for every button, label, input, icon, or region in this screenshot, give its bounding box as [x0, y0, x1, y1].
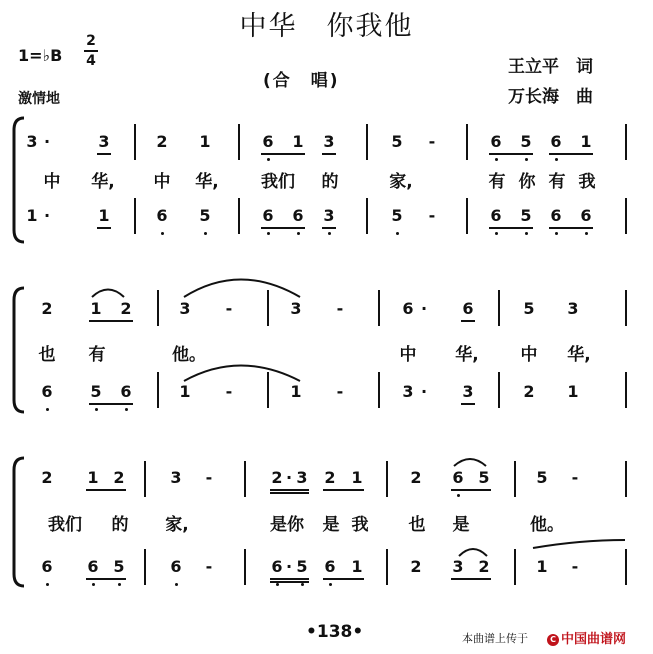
augmentation-dot: · [420, 382, 428, 401]
subtitle: (合 唱) [263, 71, 340, 91]
note: 6 [451, 469, 465, 487]
note: 5 [519, 133, 533, 151]
lyric: 家, [165, 515, 189, 535]
note: 1 [199, 132, 211, 151]
lyric: 中 [520, 345, 538, 365]
note: 1 [351, 557, 363, 576]
dash: - [336, 299, 344, 318]
note: 2 [410, 468, 422, 487]
note: 3 [452, 557, 464, 576]
note: 6 [489, 207, 503, 225]
lyric: 我们 [48, 515, 82, 535]
note: 2 [410, 557, 422, 576]
lyric: 有 [488, 172, 506, 192]
note: 3 [402, 382, 414, 401]
lyric: 中 [399, 345, 417, 365]
lyric: 有 [548, 172, 566, 192]
note: 1 [292, 132, 304, 151]
note: 6 [462, 299, 474, 318]
logo-icon: C [547, 634, 559, 646]
composer-credit: 万长海 曲 [508, 87, 593, 107]
lyric: 也 [38, 345, 56, 365]
lyric: 是你 [270, 515, 304, 535]
note: 6 [291, 207, 305, 225]
lyric: 是 [322, 515, 340, 535]
note: 5 [523, 299, 535, 318]
lyric: 中 [153, 172, 171, 192]
note: 2 [113, 468, 125, 487]
note: 6 [549, 133, 563, 151]
note: 1 [290, 382, 302, 401]
note: 1 [26, 206, 38, 225]
augmentation-dot: · [285, 557, 293, 576]
note: 1 [351, 468, 363, 487]
note: 6 [155, 207, 169, 225]
note: 6 [119, 383, 133, 401]
note: 1 [87, 468, 99, 487]
note: 3 [323, 132, 335, 151]
logo-text: 中国曲谱网 [561, 632, 627, 647]
note: 3 [179, 299, 191, 318]
tie [184, 280, 300, 298]
lyric: 家, [389, 172, 413, 192]
page-number: •138• [306, 622, 364, 642]
note: 3 [462, 382, 474, 401]
lyric: 华, [195, 172, 219, 192]
lyric: 有 [88, 345, 106, 365]
note: 2 [523, 382, 535, 401]
note: 6 [270, 558, 284, 576]
augmentation-dot: · [43, 206, 51, 225]
dash: - [205, 468, 213, 487]
meter-bottom: 4 [86, 53, 96, 69]
note: 1 [567, 382, 579, 401]
lyric: 我们 [261, 172, 295, 192]
note: 3 [98, 132, 110, 151]
note: 3 [26, 132, 38, 151]
note: 3 [296, 468, 308, 487]
lyric: 中 [43, 172, 61, 192]
note: 2 [478, 557, 490, 576]
augmentation-dot: · [43, 132, 51, 151]
note: 2 [271, 468, 283, 487]
augmentation-dot: · [285, 468, 293, 487]
note: 5 [519, 207, 533, 225]
dash: - [336, 382, 344, 401]
meter-top: 2 [86, 33, 96, 49]
note: 1 [179, 382, 191, 401]
upload-note: 本曲谱上传于 [462, 632, 528, 645]
key-signature: 1=♭B [18, 46, 63, 65]
dash: - [571, 468, 579, 487]
note: 5 [390, 207, 404, 225]
slur [92, 290, 124, 298]
note: 2 [41, 299, 53, 318]
note: 1 [580, 132, 592, 151]
lyricist-credit: 王立平 词 [508, 57, 593, 77]
tempo-marking: 激情地 [18, 91, 60, 107]
note: 5 [112, 558, 126, 576]
note: 2 [156, 132, 168, 151]
tie [184, 366, 300, 382]
lyric: 的 [321, 172, 339, 192]
dash: - [428, 206, 436, 225]
note: 2 [120, 299, 132, 318]
note: 3 [170, 468, 182, 487]
lyric: 华, [91, 172, 115, 192]
note: 6 [86, 558, 100, 576]
note: 6 [402, 299, 414, 318]
note: 1 [98, 206, 110, 225]
note: 1 [90, 299, 102, 318]
note: 5 [391, 132, 403, 151]
lyric: 也 [408, 515, 426, 535]
note: 6 [169, 558, 183, 576]
note: 1 [536, 557, 548, 576]
note: 6 [579, 207, 593, 225]
note: 2 [41, 468, 53, 487]
lyric: 他。 [172, 345, 206, 365]
lyric: 华, [455, 345, 479, 365]
note: 3 [322, 207, 336, 225]
note: 6 [323, 558, 337, 576]
note: 2 [324, 468, 336, 487]
note: 6 [489, 133, 503, 151]
lyric: 是 [452, 515, 470, 535]
note: 5 [89, 383, 103, 401]
note: 6 [261, 207, 275, 225]
slur [459, 549, 487, 556]
note: 6 [261, 133, 275, 151]
tie-continuation [533, 540, 625, 548]
note: 3 [567, 299, 579, 318]
note: 6 [40, 558, 54, 576]
note: 6 [40, 383, 54, 401]
lyric: 的 [111, 515, 129, 535]
note: 5 [198, 207, 212, 225]
note: 6 [549, 207, 563, 225]
dash: - [205, 557, 213, 576]
dash: - [225, 382, 233, 401]
lyric: 我 [351, 515, 369, 535]
lyric: 他。 [530, 515, 564, 535]
note: 5 [536, 468, 548, 487]
song-title: 中华 你我他 [239, 11, 414, 42]
slur [454, 459, 486, 466]
augmentation-dot: · [420, 299, 428, 318]
note: 5 [295, 558, 309, 576]
lyric: 我 [578, 172, 596, 192]
note: 3 [290, 299, 302, 318]
lyric: 你 [518, 172, 536, 192]
dash: - [225, 299, 233, 318]
lyric: 华, [567, 345, 591, 365]
site-logo [547, 628, 626, 647]
note: 5 [478, 468, 490, 487]
dash: - [428, 132, 436, 151]
dash: - [571, 557, 579, 576]
